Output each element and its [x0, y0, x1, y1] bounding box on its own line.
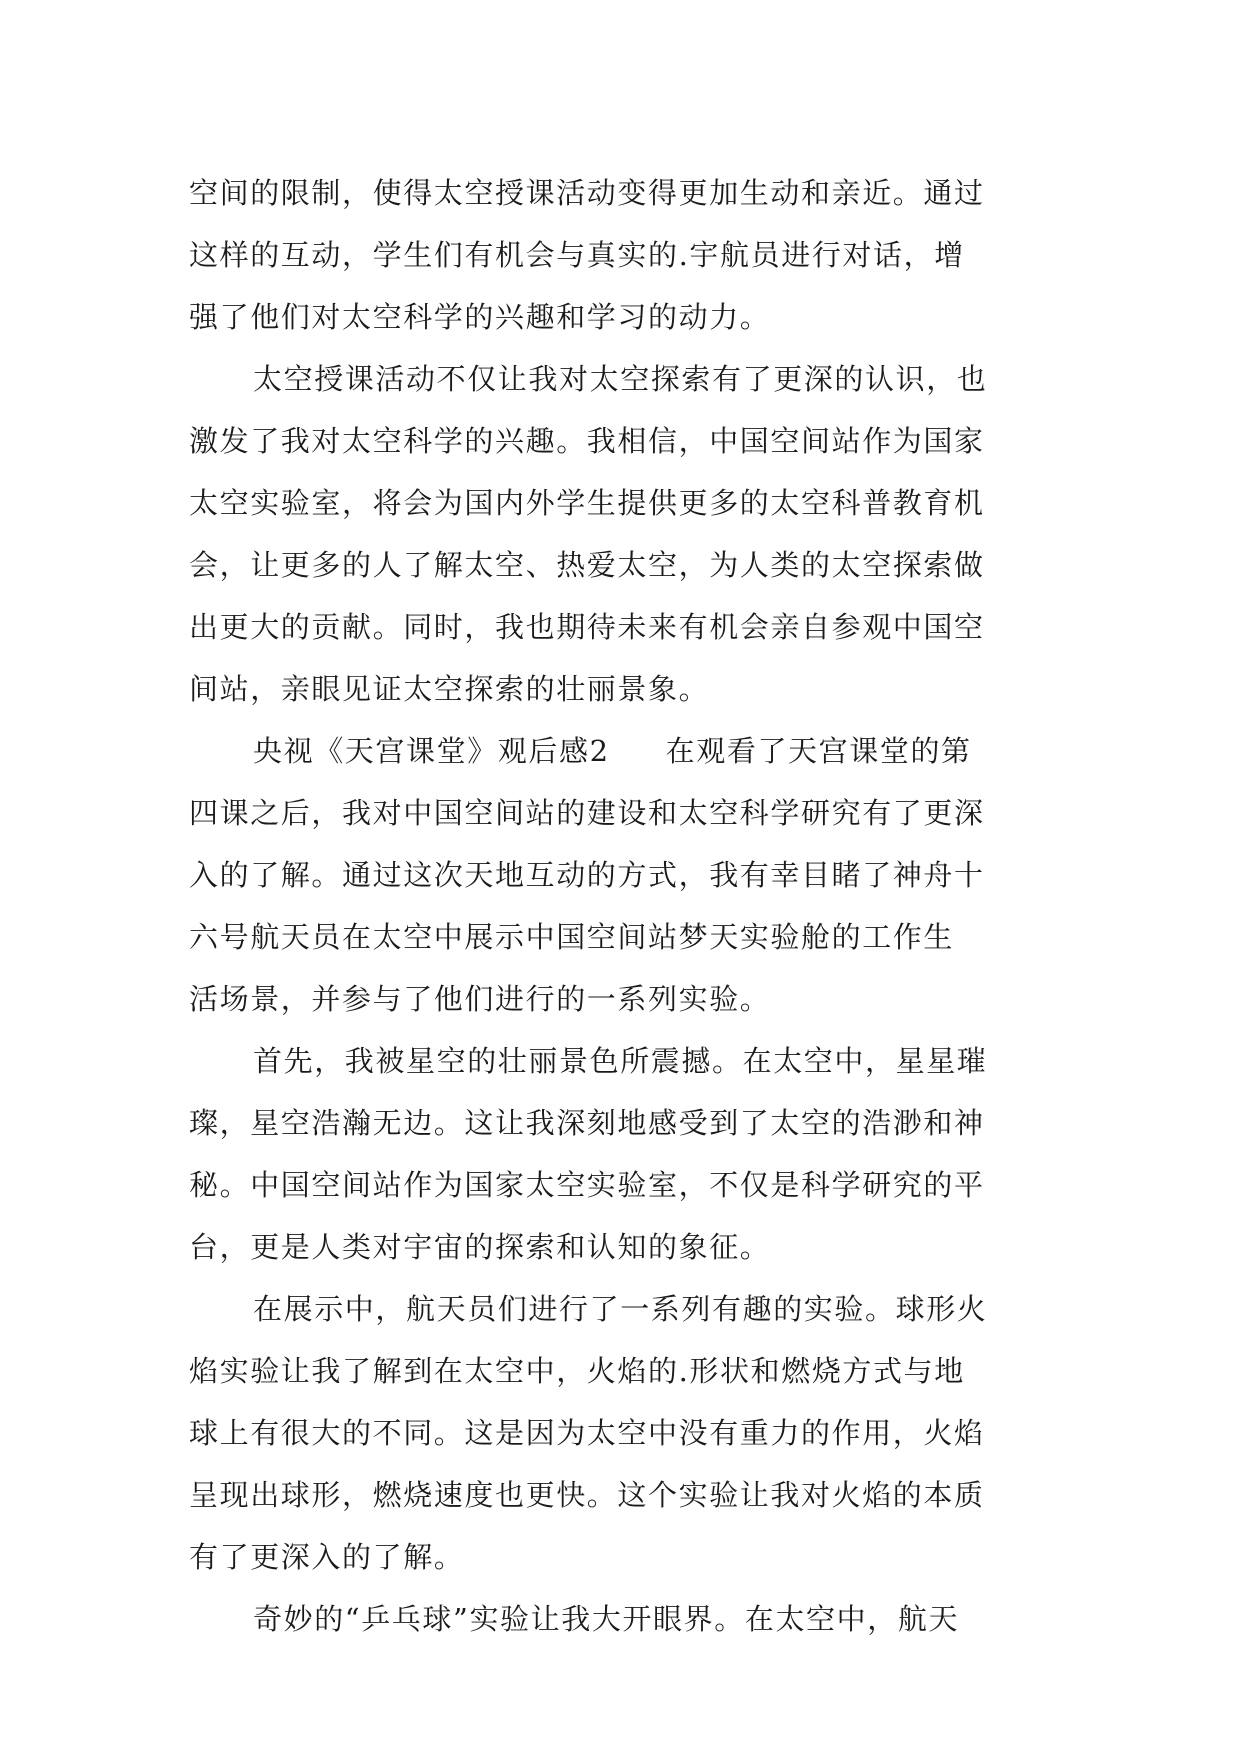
paragraph-start-line: 在展示中，航天员们进行了一系列有趣的实验。球形火	[253, 1292, 988, 1326]
text-line: 太空实验室，将会为国内外学生提供更多的太空科普教育机	[189, 486, 985, 520]
text-line: 球上有很大的不同。这是因为太空中没有重力的作用，火焰	[189, 1416, 985, 1450]
text-line: 台，更是人类对宇宙的探索和认知的象征。	[189, 1230, 771, 1264]
text-line: 璨，星空浩瀚无边。这让我深刻地感受到了太空的浩渺和神	[189, 1106, 985, 1140]
text-line: 空间的限制，使得太空授课活动变得更加生动和亲近。通过	[189, 176, 985, 210]
text-line: 呈现出球形，燃烧速度也更快。这个实验让我对火焰的本质	[189, 1478, 985, 1512]
paragraph-start-line: 首先，我被星空的壮丽景色所震撼。在太空中，星星璀	[253, 1044, 988, 1078]
text-line: 激发了我对太空科学的兴趣。我相信，中国空间站作为国家	[189, 424, 985, 458]
document-body	[189, 162, 1051, 1650]
paragraph-start-line: 太空授课活动不仅让我对太空探索有了更深的认识，也	[253, 362, 988, 396]
text-line: 活场景，并参与了他们进行的一系列实验。	[189, 982, 771, 1016]
text-line: 四课之后，我对中国空间站的建设和太空科学研究有了更深	[189, 796, 985, 830]
text-line: 有了更深入的了解。	[189, 1540, 465, 1574]
text-line: 会，让更多的人了解太空、热爱太空，为人类的太空探索做	[189, 548, 985, 582]
text-line: 间站，亲眼见证太空探索的壮丽景象。	[189, 672, 710, 706]
text-line: 入的了解。通过这次天地互动的方式，我有幸目睹了神舟十	[189, 858, 985, 892]
text-line: 这样的互动，学生们有机会与真实的.宇航员进行对话，增	[189, 238, 965, 272]
section-title: 央视《天宫课堂》观后感2	[253, 734, 610, 768]
text-line: 出更大的贡献。同时，我也期待未来有机会亲自参观中国空	[189, 610, 985, 644]
text-line: 强了他们对太空科学的兴趣和学习的动力。	[189, 300, 771, 334]
paragraph-start-line: 奇妙的“乒乓球”实验让我大开眼界。在太空中，航天	[253, 1602, 960, 1636]
section-heading-line	[189, 720, 1051, 782]
text-line: 焰实验让我了解到在太空中，火焰的.形状和燃烧方式与地	[189, 1354, 965, 1388]
text-line: 秘。中国空间站作为国家太空实验室，不仅是科学研究的平	[189, 1168, 985, 1202]
text-line: 六号航天员在太空中展示中国空间站梦天实验舱的工作生	[189, 920, 955, 954]
section-first-sentence: 在观看了天宫课堂的第	[665, 734, 972, 768]
